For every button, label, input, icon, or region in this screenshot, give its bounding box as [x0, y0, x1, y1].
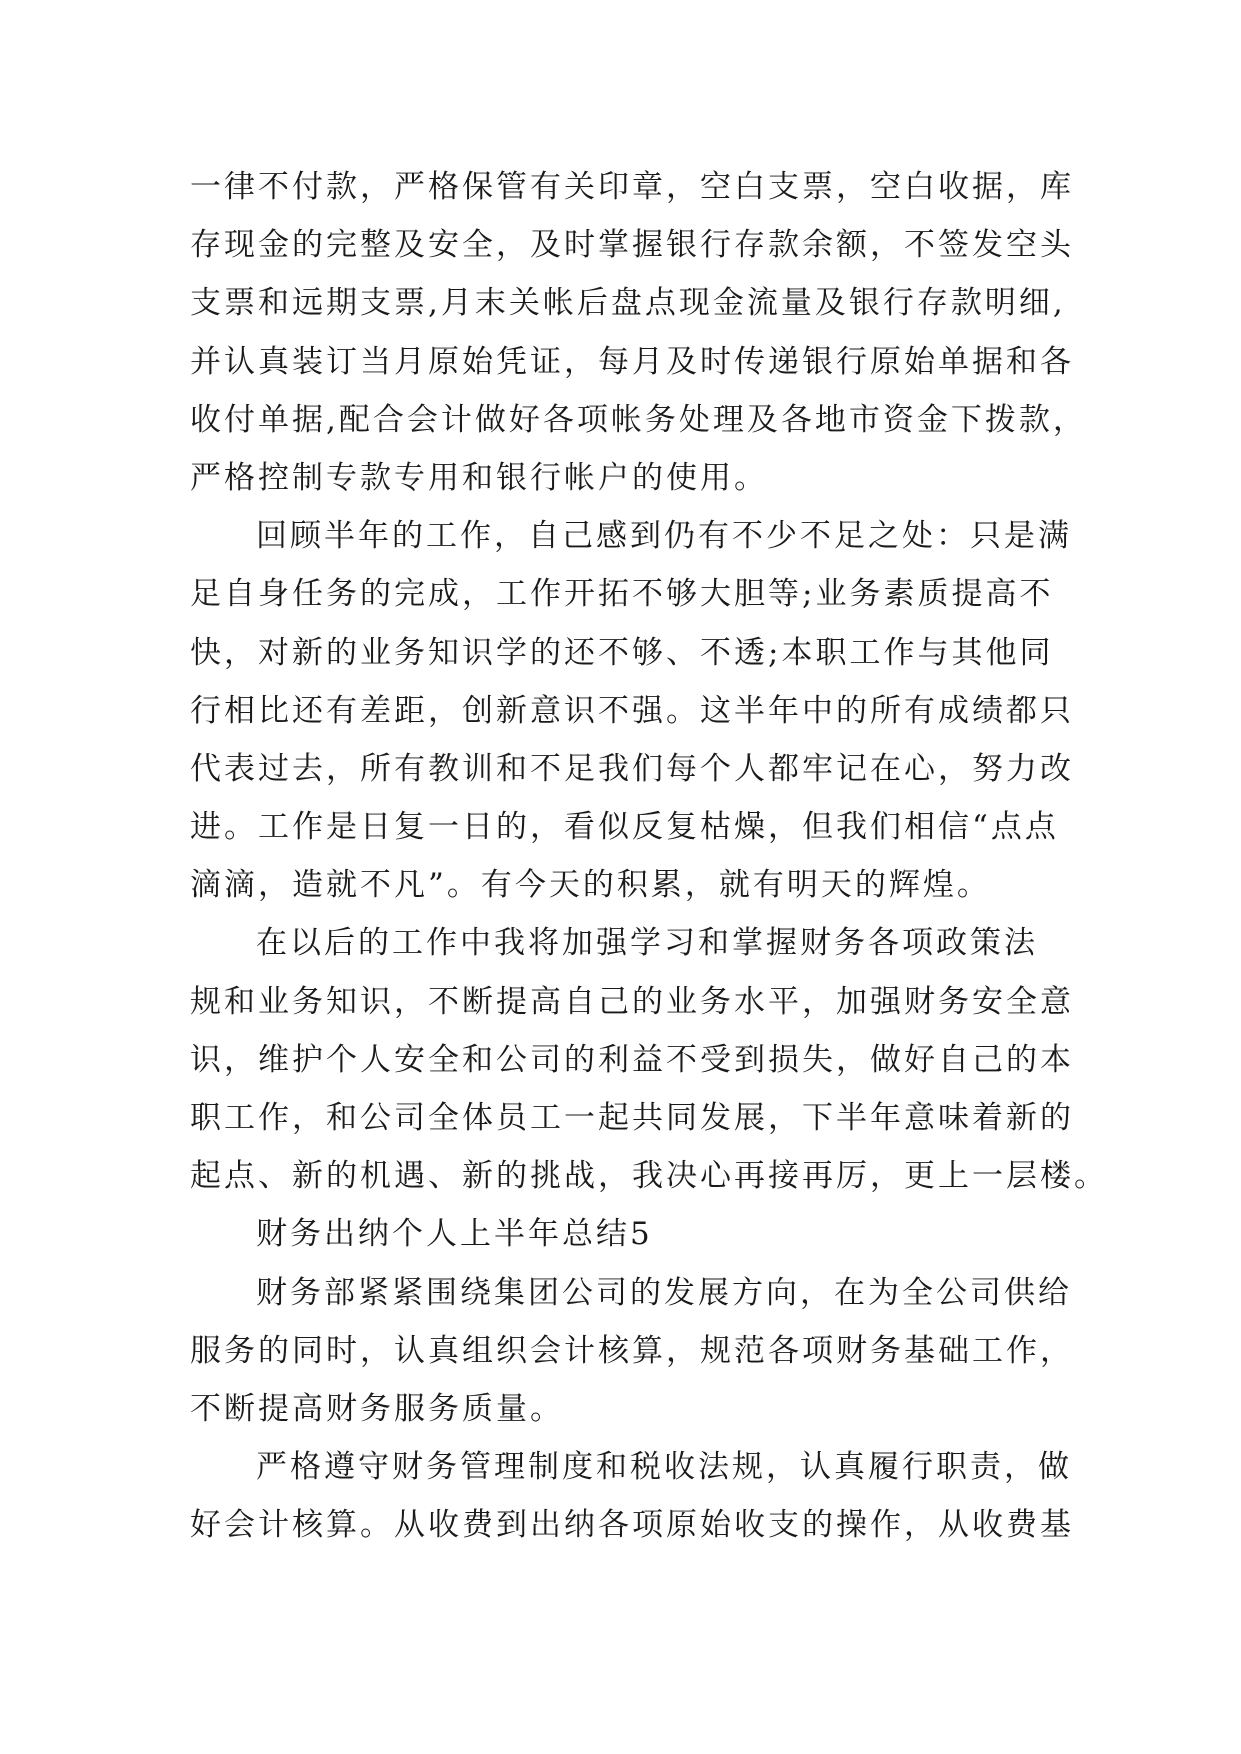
text-line: 好会计核算。从收费到出纳各项原始收支的操作，从收费基	[190, 1507, 1074, 1544]
text-line: 职工作，和公司全体员工一起共同发展，下半年意味着新的	[190, 1100, 1074, 1136]
text-line: 收付单据,配合会计做好各项帐务处理及各地市资金下拨款，	[190, 401, 1087, 438]
text-line: 识，维护个人安全和公司的利益不受到损失，做好自己的本	[190, 1041, 1074, 1078]
text-line: 存现金的完整及安全，及时掌握银行存款余额，不签发空头	[190, 227, 1074, 264]
paragraph-start-line: 回顾半年的工作，自己感到仍有不少不足之处：只是满	[256, 518, 1072, 555]
text-line: 足自身任务的完成，工作开拓不够大胆等;业务素质提高不	[190, 576, 1054, 613]
text-line: 一律不付款，严格保管有关印章，空白支票，空白收据，库	[190, 169, 1074, 205]
paragraph-start-line: 严格遵守财务管理制度和税收法规，认真履行职责，做	[256, 1449, 1072, 1486]
paragraph-start-line: 财务部紧紧围绕集团公司的发展方向，在为全公司供给	[256, 1274, 1072, 1311]
text-line: 进。工作是日复一日的，看似反复枯燥，但我们相信“点点	[190, 809, 1059, 846]
text-line: 快，对新的业务知识学的还不够、不透;本职工作与其他同	[190, 634, 1054, 671]
text-line: 不断提高财务服务质量。	[190, 1390, 564, 1427]
paragraph-start-line: 在以后的工作中我将加强学习和掌握财务各项政策法	[256, 925, 1038, 962]
text-line: 行相比还有差距，创新意识不强。这半年中的所有成绩都只	[190, 692, 1074, 729]
text-line: 滴滴，造就不凡”。有今天的积累，就有明天的辉煌。	[190, 867, 991, 904]
text-line: 并认真装订当月原始凭证，每月及时传递银行原始单据和各	[190, 343, 1074, 380]
text-line: 支票和远期支票,月末关帐后盘点现金流量及银行存款明细,	[190, 285, 1066, 322]
text-line: 服务的同时，认真组织会计核算，规范各项财务基础工作，	[190, 1332, 1074, 1369]
text-line: 起点、新的机遇、新的挑战，我决心再接再厉，更上一层楼。	[190, 1158, 1108, 1195]
body-text	[190, 158, 1108, 1555]
text-line: 严格控制专款专用和银行帐户的使用。	[190, 459, 768, 496]
text-line: 规和业务知识，不断提高自己的业务水平，加强财务安全意	[190, 983, 1074, 1020]
text-line: 代表过去，所有教训和不足我们每个人都牢记在心，努力改	[190, 750, 1074, 787]
section-heading: 财务出纳个人上半年总结5	[256, 1216, 653, 1253]
